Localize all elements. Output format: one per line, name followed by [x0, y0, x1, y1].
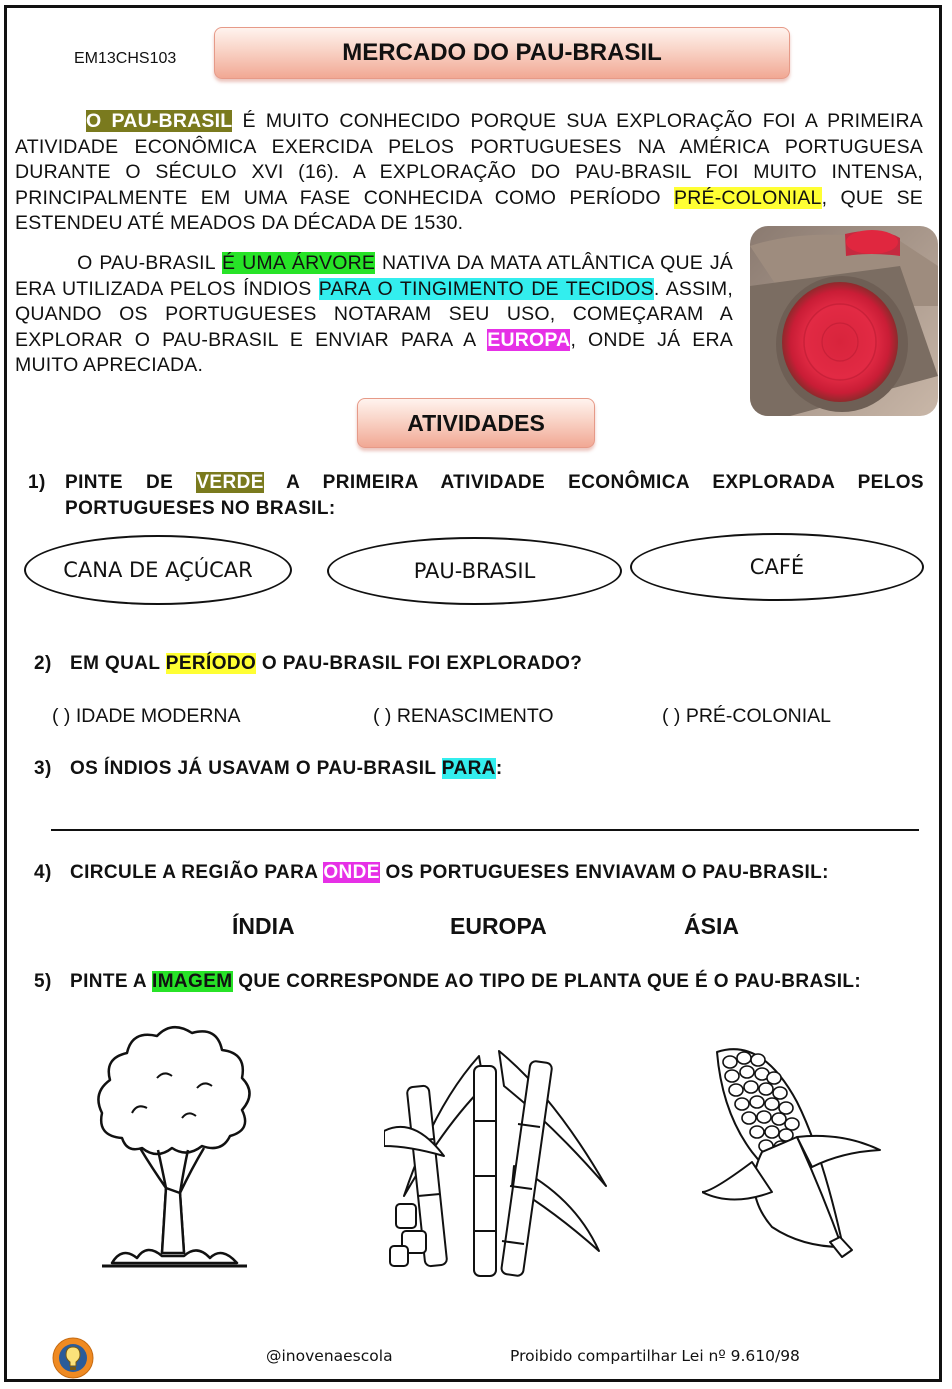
highlight-imagem: IMAGEM	[152, 971, 233, 992]
curriculum-code: EM13CHS103	[74, 50, 177, 67]
question-text: PINTE A	[70, 971, 153, 992]
region-europa[interactable]: EUROPA	[450, 913, 547, 939]
option-cana-de-acucar[interactable]: CANA DE AÇÚCAR	[24, 535, 292, 605]
highlight-verde: VERDE	[196, 472, 264, 493]
question-3	[34, 758, 503, 780]
brand-logo	[52, 1337, 94, 1379]
highlight-para: PARA	[441, 758, 496, 779]
sugarcane-drawing[interactable]	[384, 1046, 614, 1283]
question-text: EM QUAL	[70, 653, 166, 674]
question-text: PINTE DE	[65, 472, 197, 493]
region-asia[interactable]: ÁSIA	[684, 913, 739, 939]
intro-paragraph-1	[15, 109, 923, 237]
question-text: OS PORTUGUESES ENVIAVAM O PAU-BRASIL:	[379, 862, 829, 883]
option-pau-brasil[interactable]: PAU-BRASIL	[327, 537, 622, 605]
question-number: 5)	[34, 971, 52, 992]
activities-title: ATIVIDADES	[357, 398, 595, 448]
paragraph-text: , QUE SE ESTENDEU ATÉ MEADOS DA DÉCADA DE 1530.	[15, 186, 923, 234]
question-text: OS ÍNDIOS JÁ USAVAM O PAU-BRASIL	[70, 758, 442, 779]
paragraph-text: , ONDE JÁ ERA MUITO APRECIADA.	[15, 328, 734, 376]
page-title: MERCADO DO PAU-BRASIL	[214, 27, 790, 79]
question-text: A PRIMEIRA ATIVIDADE ECONÔMICA EXPLORADA PELOS PORTUGUESES NO BRASIL:	[65, 472, 924, 519]
corn-drawing[interactable]	[702, 1042, 882, 1277]
pau-brasil-log-photo	[750, 226, 938, 416]
social-handle: @inovenaescola	[266, 1347, 393, 1365]
question-number: 4)	[34, 862, 52, 883]
question-number: 3)	[34, 758, 52, 779]
copyright-notice: Proibido compartilhar Lei nº 9.610/98	[510, 1347, 800, 1365]
question-text: CIRCULE A REGIÃO PARA	[70, 862, 324, 883]
highlight-periodo: PERÍODO	[165, 653, 257, 674]
answer-line[interactable]	[51, 829, 919, 831]
question-number: 1)	[28, 472, 46, 493]
option-idade-moderna[interactable]: ( ) IDADE MODERNA	[52, 705, 241, 727]
highlight-pau-brasil: O PAU-BRASIL	[86, 110, 233, 132]
paragraph-text: É MUITO CONHECIDO PORQUE SUA EXPLORAÇÃO FOI A PRIMEIRA ATIVIDADE ECONÔMICA EXERCIDA PELOS PORTUGUESES NA AMÉRICA PORTUGUESA DURANTE O SÉCULO XVI (16). A EXPLORAÇÃO DO PAU-BRASIL FOI MUITO INTENSA, PRINCIPALMENTE EM UMA FASE CONHECIDA COMO PERÍODO	[15, 110, 923, 209]
question-5	[34, 971, 861, 993]
paragraph-text: O PAU-BRASIL	[77, 252, 223, 274]
highlight-europa: EUROPA	[487, 328, 571, 351]
question-1	[28, 470, 924, 519]
highlight-pre-colonial: PRÉ-COLONIAL	[674, 186, 822, 209]
region-india[interactable]: ÍNDIA	[232, 913, 295, 939]
highlight-arvore: É UMA ÁRVORE	[222, 252, 376, 274]
paragraph-text: NATIVA DA MATA ATLÂNTICA QUE JÁ ERA UTILIZADA PELOS ÍNDIOS	[15, 252, 734, 300]
option-renascimento[interactable]: ( ) RENASCIMENTO	[373, 705, 554, 727]
question-4	[34, 862, 829, 884]
option-pre-colonial[interactable]: ( ) PRÉ-COLONIAL	[662, 705, 832, 727]
question-text: QUE CORRESPONDE AO TIPO DE PLANTA QUE É O PAU-BRASIL:	[232, 971, 862, 992]
tree-drawing[interactable]	[92, 1018, 257, 1283]
question-number: 2)	[34, 653, 52, 674]
highlight-onde: ONDE	[323, 862, 380, 883]
intro-paragraph-2	[15, 251, 733, 379]
question-2	[34, 653, 582, 675]
option-cafe[interactable]: CAFÉ	[630, 533, 924, 601]
question-text: :	[495, 758, 503, 779]
question-text: O PAU-BRASIL FOI EXPLORADO?	[256, 653, 583, 674]
highlight-tingimento: PARA O TINGIMENTO DE TECIDOS	[318, 277, 654, 300]
paragraph-text: . ASSIM, QUANDO OS PORTUGUESES NOTARAM SEU USO, COMEÇARAM A EXPLORAR O PAU-BRASIL E ENVIAR PARA A	[15, 277, 733, 351]
